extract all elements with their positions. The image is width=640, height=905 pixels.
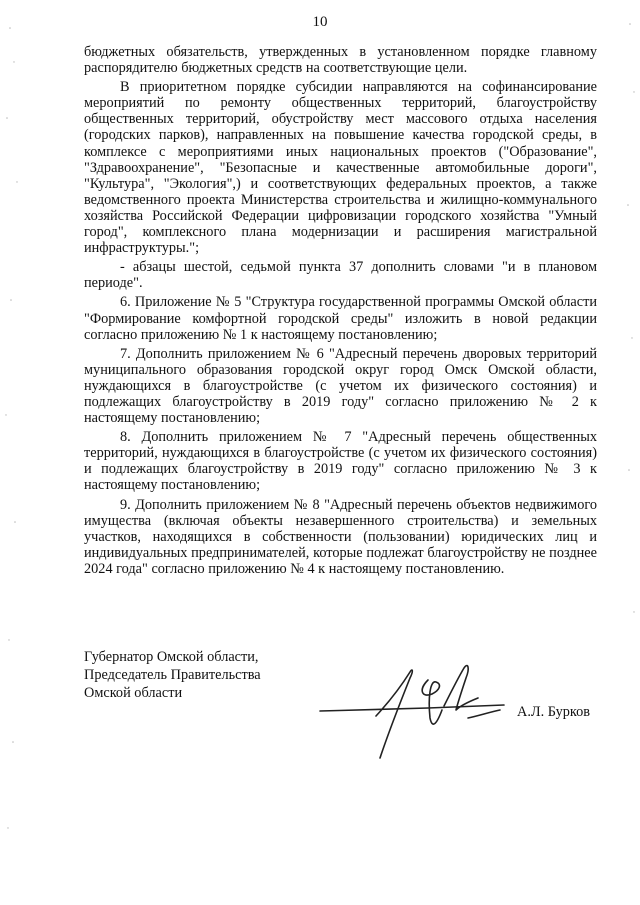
paragraph-item-6: 6. Приложение № 5 "Структура государственной программы Омской области "Формирование комфортной городской среды" изложить в новой редакции согласно приложению № 1 к настоящему постановлению; [84, 294, 597, 343]
document-body [84, 44, 597, 580]
signatory-title-line: Председатель Правительства [84, 667, 261, 683]
paragraph-item-9: 9. Дополнить приложением № 8 "Адресный перечень объектов недвижимого имущества (включая объекты незавершенного строительства) и земельных участков, находящихся в собственности (пользовании) юридических лиц и индивидуальных предпринимателей, которые подлежат благоустройству не позднее 2024 года" согласно приложению № 4 к настоящему постановлению. [84, 496, 597, 577]
paragraph-amendment-37: - абзацы шестой, седьмой пункта 37 дополнить словами "и в плановом периоде". [84, 259, 597, 292]
signatory-title-line: Губернатор Омской области, [84, 649, 259, 665]
paragraph-item-8: 8. Дополнить приложением № 7 "Адресный перечень общественных территорий, нуждающихся в благоустройстве (с учетом их физического состояния) и подлежащих благоустройству в 2019 году" согласно приложению № 3 к настоящему постановлению; [84, 429, 597, 494]
handwritten-signature [318, 658, 508, 768]
page-number: 10 [312, 14, 328, 30]
signatory-title [84, 648, 261, 702]
signatory-title-line: Омской области [84, 685, 183, 701]
paragraph-continuation: бюджетных обязательств, утвержденных в установленном порядке главному распорядителю бюджетных средств на соответствующие цели. [84, 44, 597, 77]
signer-name: А.Л. Бурков [517, 704, 591, 720]
paragraph-item-7: 7. Дополнить приложением № 6 "Адресный перечень дворовых территорий муниципального образования городской округ город Омск Омской области, нуждающихся в благоустройстве (с учетом их физического состояния) и подлежащих благоустройству в 2019 году" согласно приложению № 2 к настоящему постановлению; [84, 345, 597, 427]
paragraph-subsidy-priority: В приоритетном порядке субсидии направляются на софинансирование мероприятий по ремонту общественных территорий, благоустройству общественных территорий, обустройству мест массового отдыха населения (городских парков), направленных на повышение качества городской среды, в комплексе с мероприятиями иных национальных проектов ("Образование", "Здравоохранение", "Безопасные и качественные автомобильные дороги", "Культура", "Экология",) и соответствующих федеральных проектов, а также ведомственного проекта Министерства строительства и жилищно-коммунального хозяйства Российской Федерации цифровизации городского хозяйства "Умный город", комплексного плана модернизации и расширения магистральной инфраструктуры."; [84, 79, 597, 257]
